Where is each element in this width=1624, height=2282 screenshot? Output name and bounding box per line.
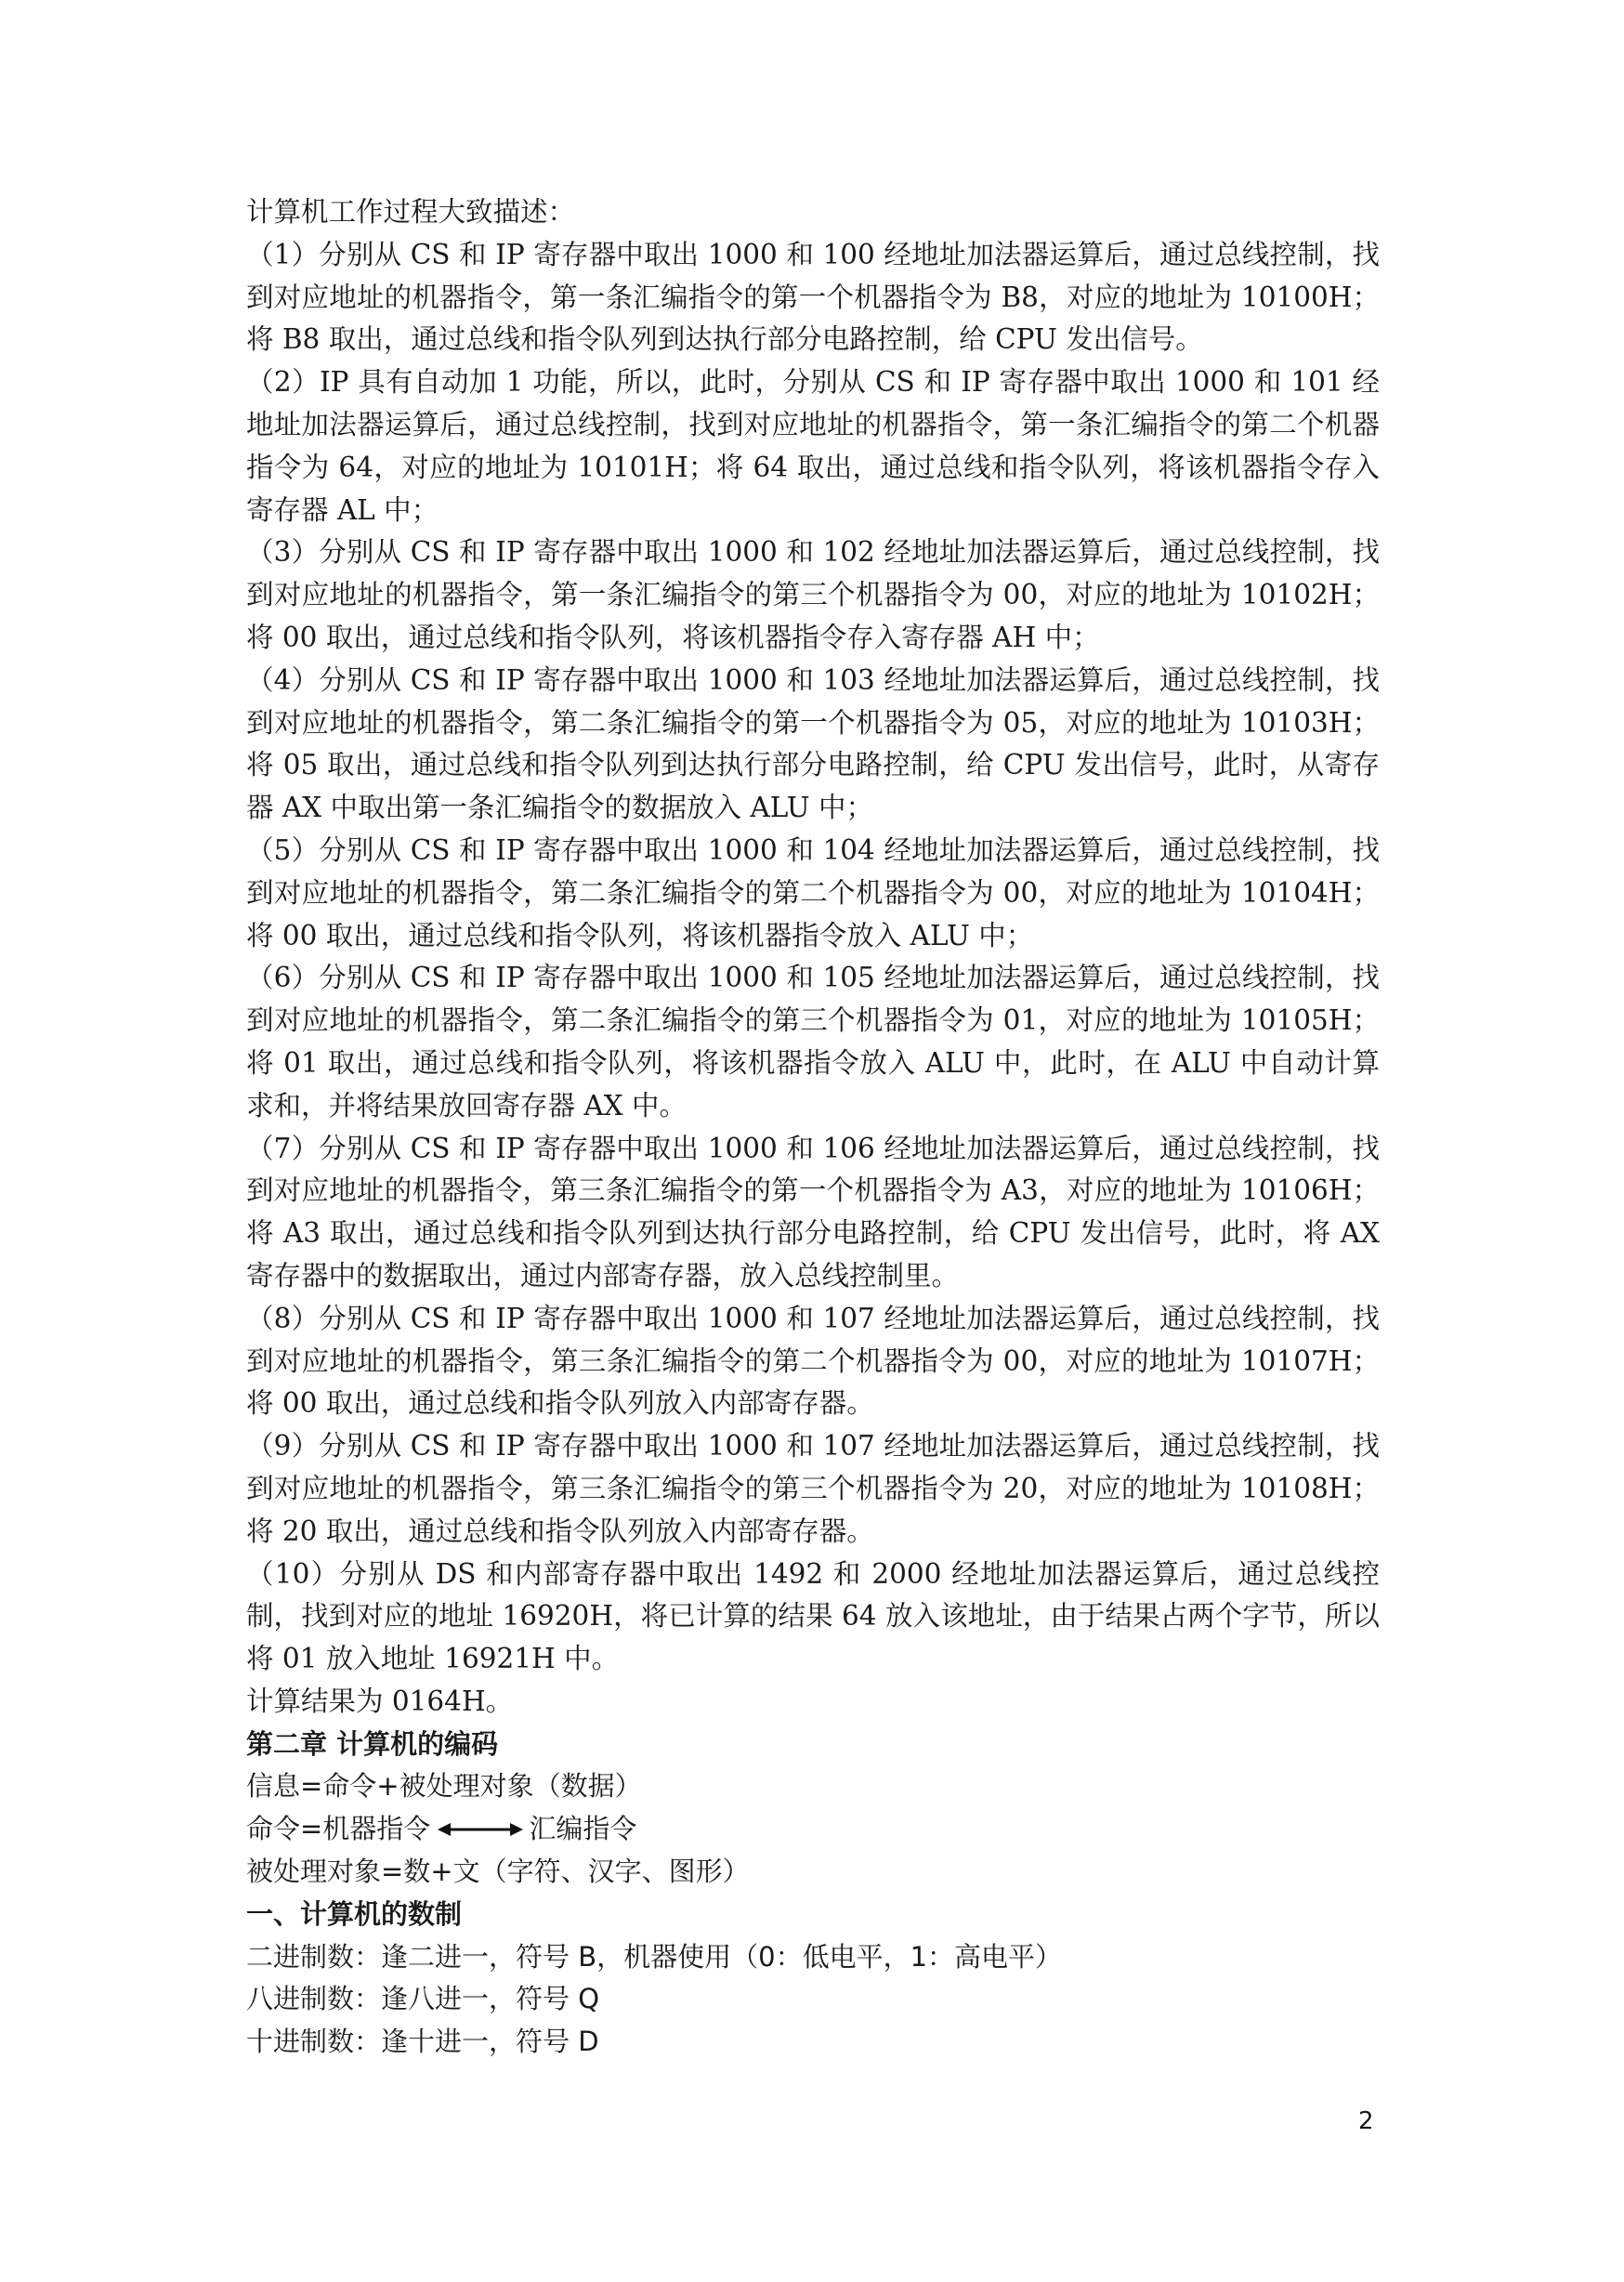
command-left-text: 命令=机器指令 <box>246 1813 431 1845</box>
document-body <box>246 191 1380 2064</box>
object-line: 被处理对象=数+文（字符、汉字、图形） <box>246 1856 750 1888</box>
command-line <box>246 1808 1380 1851</box>
page-number: 2 <box>1358 2107 1374 2135</box>
step-4: （4）分别从 CS 和 IP 寄存器中取出 1000 和 103 经地址加法器运算后，通过总线控制，找到对应地址的机器指令，第二条汇编指令的第一个机器指令为 05，对应的地址为 10103H；将 05 取出，通过总线和指令队列到达执行部分电路控制，给 CPU 发出信号，此时，从寄存器 AX 中取出第一条汇编指令的数据放入 ALU 中； <box>246 663 1380 824</box>
command-right-text: 汇编指令 <box>529 1813 637 1845</box>
decimal-line: 十进制数：逢十进一，符号 D <box>246 2026 599 2058</box>
info-line: 信息=命令+被处理对象（数据） <box>246 1770 642 1803</box>
step-2: （2）IP 具有自动加 1 功能，所以，此时，分别从 CS 和 IP 寄存器中取出 1000 和 101 经地址加法器运算后，通过总线控制，找到对应地址的机器指令，第一条汇编指令的第二个机器指令为 64，对应的地址为 10101H；将 64 取出，通过总线和指令队列，将该机器指令存入寄存器 AL 中； <box>246 366 1380 526</box>
step-5: （5）分别从 CS 和 IP 寄存器中取出 1000 和 104 经地址加法器运算后，通过总线控制，找到对应地址的机器指令，第二条汇编指令的第二个机器指令为 00，对应的地址为 10104H；将 00 取出，通过总线和指令队列，将该机器指令放入 ALU 中； <box>246 833 1380 951</box>
double-arrow-icon <box>438 1820 523 1839</box>
step-7: （7）分别从 CS 和 IP 寄存器中取出 1000 和 106 经地址加法器运算后，通过总线控制，找到对应地址的机器指令，第三条汇编指令的第一个机器指令为 A3，对应的地址为 10106H；将 A3 取出，通过总线和指令队列到达执行部分电路控制，给 CPU 发出信号，此时，将 AX 寄存器中的数据取出，通过内部寄存器，放入总线控制里。 <box>246 1132 1380 1292</box>
intro-text: 计算机工作过程大致描述： <box>246 196 576 228</box>
step-3: （3）分别从 CS 和 IP 寄存器中取出 1000 和 102 经地址加法器运算后，通过总线控制，找到对应地址的机器指令，第一条汇编指令的第三个机器指令为 00，对应的地址为 10102H；将 00 取出，通过总线和指令队列，将该机器指令存入寄存器 AH 中； <box>246 536 1380 653</box>
step-6: （6）分别从 CS 和 IP 寄存器中取出 1000 和 105 经地址加法器运算后，通过总线控制，找到对应地址的机器指令，第二条汇编指令的第三个机器指令为 01，对应的地址为 10105H；将 01 取出，通过总线和指令队列，将该机器指令放入 ALU 中，此时，在 ALU 中自动计算求和，并将结果放回寄存器 AX 中。 <box>246 962 1380 1121</box>
step-1: （1）分别从 CS 和 IP 寄存器中取出 1000 和 100 经地址加法器运算后，通过总线控制，找到对应地址的机器指令，第一条汇编指令的第一个机器指令为 B8，对应的地址为 10100H；将 B8 取出，通过总线和指令队列到达执行部分电路控制，给 CPU 发出信号。 <box>246 238 1380 356</box>
step-9: （9）分别从 CS 和 IP 寄存器中取出 1000 和 107 经地址加法器运算后，通过总线控制，找到对应地址的机器指令，第三条汇编指令的第三个机器指令为 20，对应的地址为 10108H；将 20 取出，通过总线和指令队列放入内部寄存器。 <box>246 1430 1380 1547</box>
chapter-title: 第二章 计算机的编码 <box>246 1727 499 1760</box>
result-text: 计算结果为 0164H。 <box>246 1685 514 1717</box>
section-title: 一、计算机的数制 <box>246 1897 463 1930</box>
binary-line: 二进制数：逢二进一，符号 B，机器使用（0：低电平，1：高电平） <box>246 1940 1063 1973</box>
octal-line: 八进制数：逢八进一，符号 Q <box>246 1983 600 2015</box>
step-8: （8）分别从 CS 和 IP 寄存器中取出 1000 和 107 经地址加法器运算后，通过总线控制，找到对应地址的机器指令，第三条汇编指令的第二个机器指令为 00，对应的地址为 10107H；将 00 取出，通过总线和指令队列放入内部寄存器。 <box>246 1302 1380 1420</box>
step-10: （10）分别从 DS 和内部寄存器中取出 1492 和 2000 经地址加法器运算后，通过总线控制，找到对应的地址 16920H，将已计算的结果 64 放入该地址，由于结果占两个字节，所以将 01 放入地址 16921H 中。 <box>246 1557 1380 1675</box>
